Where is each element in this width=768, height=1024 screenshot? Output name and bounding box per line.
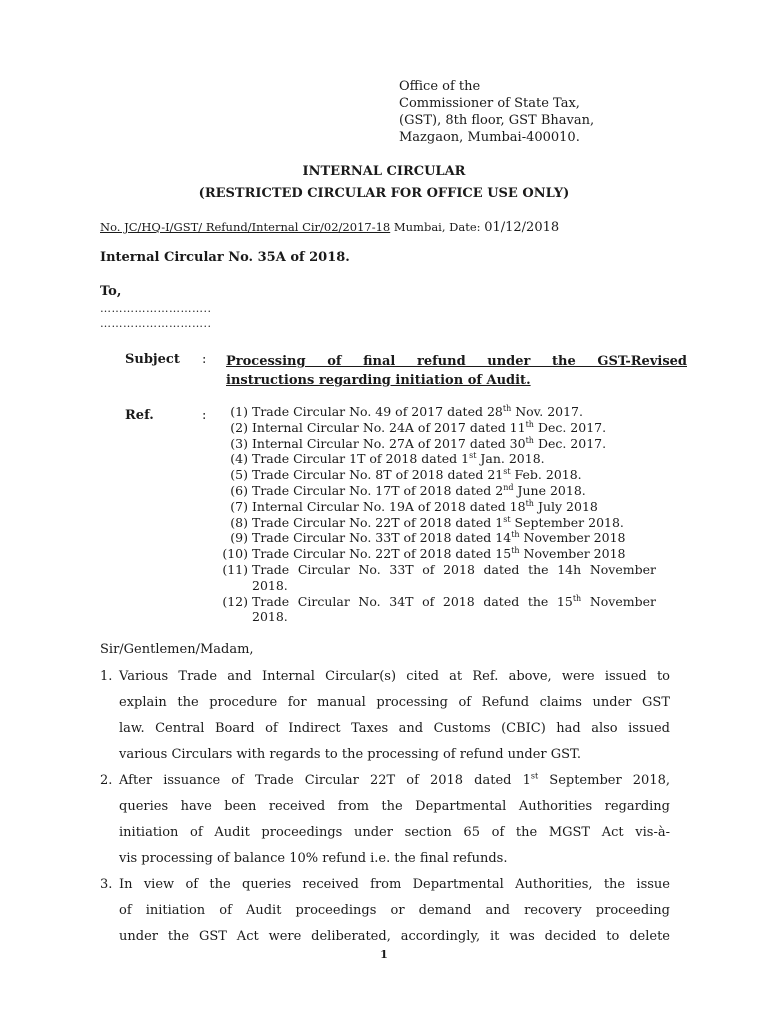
reference-sup: st <box>469 451 477 461</box>
reference-text <box>248 499 656 515</box>
reference-text-main: Trade Circular 1T of 2018 dated 1 <box>251 451 470 467</box>
paragraph-line: law. Central Board of Indirect Taxes and Customs (CBIC) had also issued <box>119 721 670 736</box>
reference-text-end: November 2018 <box>519 530 626 546</box>
reference-sup: nd <box>503 482 514 492</box>
reference-text-main: Trade Circular No. 49 of 2017 dated 28 <box>251 404 503 419</box>
reference-text-main: Internal Circular No. 24A of 2017 dated 11 <box>251 419 526 435</box>
reference-item <box>214 562 656 594</box>
reference-text-end: November 2018 <box>519 546 626 562</box>
reference-text-end: Nov. 2017. <box>511 404 583 419</box>
reference-index: (4) <box>230 451 248 467</box>
reference-text <box>248 546 656 562</box>
paragraph-item <box>100 768 670 872</box>
paragraph-line <box>119 768 670 794</box>
reference-sup: st <box>503 467 511 477</box>
paragraph-line: explain the procedure for manual processing of Refund claims under GST <box>119 695 670 710</box>
reference-item <box>214 467 656 483</box>
reference-index: (1) <box>230 404 248 419</box>
reference-index: (12) <box>222 593 248 609</box>
reference-item <box>214 483 656 499</box>
reference-text <box>248 467 656 483</box>
addressee-placeholder: ……………………….. <box>100 317 212 330</box>
paragraph-line: queries have been received from the Departmental Authorities regarding <box>119 799 670 814</box>
reference-text-end: Jan. 2018. <box>476 451 545 467</box>
reference-sup: th <box>525 419 534 429</box>
office-line: Office of the <box>399 79 481 94</box>
reference-item <box>214 404 656 420</box>
reference-text <box>248 562 656 594</box>
reference-index: (2) <box>230 419 248 435</box>
paragraph-number: 1. <box>100 669 113 684</box>
reference-item <box>214 436 656 452</box>
paragraph-number: 2. <box>100 773 113 788</box>
reference-text <box>248 515 656 531</box>
circular-title: INTERNAL CIRCULAR <box>302 164 466 179</box>
reference-sup: st <box>503 514 511 524</box>
office-line: Mazgaon, Mumbai-400010. <box>399 130 580 145</box>
reference-text-end: July 2018 <box>533 498 598 514</box>
ref-label: Ref. <box>125 408 154 423</box>
reference-index: (7) <box>230 498 248 514</box>
paragraph-line: various Circulars with regards to the processing of refund under GST. <box>119 747 581 762</box>
reference-text <box>248 594 656 626</box>
subject-line: Processing of final refund under the GST-Revised <box>226 354 687 369</box>
paragraph-text <box>119 768 670 872</box>
paragraph-line: In view of the queries received from Departmental Authorities, the issue <box>119 877 670 892</box>
paragraph-1 <box>100 664 670 768</box>
reference-item <box>214 499 656 515</box>
reference-sup: th <box>511 546 520 556</box>
ref-colon: : <box>202 408 207 423</box>
salutation: Sir/Gentlemen/Madam, <box>100 642 254 657</box>
reference-text-main: Trade Circular No. 33T of 2018 dated 14 <box>251 530 512 546</box>
reference-list <box>214 404 656 625</box>
reference-item <box>214 451 656 467</box>
paragraph-sup: st <box>530 771 539 781</box>
paragraph-line: under the GST Act were deliberated, accordingly, it was decided to delete <box>119 929 670 944</box>
office-line: (GST), 8th floor, GST Bhavan, <box>399 113 595 128</box>
reference-sup: th <box>572 593 582 603</box>
reference-item <box>214 530 656 546</box>
reference-sup: th <box>525 498 534 508</box>
reference-line <box>100 220 559 235</box>
reference-line: 2018. <box>252 609 288 625</box>
reference-item <box>214 515 656 531</box>
reference-line: Trade Circular No. 33T of 2018 dated the 14h November <box>252 561 656 577</box>
reference-index: (8) <box>230 514 248 530</box>
reference-text-main: Trade Circular No. 22T of 2018 dated 15 <box>251 546 512 562</box>
subject-colon: : <box>202 352 207 367</box>
reference-text <box>248 530 656 546</box>
paragraph-3 <box>100 872 670 950</box>
paragraph-line: of initiation of Audit proceedings or demand and recovery proceeding <box>119 903 670 918</box>
paragraph-text <box>119 872 670 950</box>
reference-index: (5) <box>230 467 248 483</box>
reference-text-end: June 2018. <box>513 482 586 498</box>
reference-sup: th <box>502 403 512 413</box>
reference-line: 2018. <box>252 577 288 593</box>
reference-number: No. JC/HQ-I/GST/ Refund/Internal Cir/02/2017-18 <box>100 220 391 234</box>
reference-index: (3) <box>230 435 248 451</box>
circular-subtitle: (RESTRICTED CIRCULAR FOR OFFICE USE ONLY) <box>198 186 570 201</box>
to-label: To, <box>100 284 122 299</box>
reference-text <box>248 420 656 436</box>
reference-text-main: Trade Circular No. 17T of 2018 dated 2 <box>251 482 504 498</box>
reference-text-end: Dec. 2017. <box>533 419 607 435</box>
reference-text <box>248 436 656 452</box>
paragraph-item <box>100 664 670 768</box>
page-number: 1 <box>380 948 388 961</box>
reference-item <box>214 420 656 436</box>
circular-date: 01/12/2018 <box>484 220 560 235</box>
reference-text-end: Dec. 2017. <box>533 435 607 451</box>
reference-text-main: Internal Circular No. 19A of 2018 dated 18 <box>251 498 526 514</box>
reference-text-end: November <box>581 593 656 609</box>
office-address <box>399 78 594 146</box>
office-line: Commissioner of State Tax, <box>399 96 580 111</box>
reference-text-main: Trade Circular No. 22T of 2018 dated 1 <box>251 514 504 530</box>
reference-text-main: Internal Circular No. 27A of 2017 dated 30 <box>251 435 526 451</box>
reference-item <box>214 594 656 626</box>
paragraph-2 <box>100 768 670 872</box>
reference-text-main: Trade Circular No. 34T of 2018 dated the 15 <box>252 593 573 609</box>
reference-text-end: September 2018. <box>510 514 624 530</box>
paragraph-text <box>119 664 670 768</box>
paragraph-line: Various Trade and Internal Circular(s) cited at Ref. above, were issued to <box>119 669 670 684</box>
reference-sup: th <box>525 435 534 445</box>
circular-number: Internal Circular No. 35A of 2018. <box>100 250 350 265</box>
reference-text-main: Trade Circular No. 8T of 2018 dated 21 <box>251 467 504 483</box>
reference-line <box>252 594 656 610</box>
place-date-label: Mumbai, Date: <box>390 220 485 234</box>
paragraph-text-main: After issuance of Trade Circular 22T of 2018 dated 1 <box>119 773 531 788</box>
reference-text <box>248 483 656 499</box>
addressee-placeholder: ……………………….. <box>100 302 212 315</box>
subject-label: Subject <box>125 352 180 367</box>
subject-line: instructions regarding initiation of Audit. <box>226 373 531 388</box>
paragraph-item <box>100 872 670 950</box>
reference-text <box>248 451 656 467</box>
reference-text <box>248 404 656 420</box>
paragraph-number: 3. <box>100 877 113 892</box>
paragraph-line: initiation of Audit proceedings under section 65 of the MGST Act vis-à- <box>119 825 670 840</box>
paragraph-line: vis processing of balance 10% refund i.e. the final refunds. <box>119 851 508 866</box>
reference-sup: th <box>511 530 520 540</box>
reference-index: (9) <box>230 530 248 546</box>
subject-text <box>226 352 687 390</box>
reference-index: (6) <box>230 482 248 498</box>
paragraph-text-end: September 2018, <box>538 773 670 788</box>
reference-index: (11) <box>222 561 248 577</box>
reference-index: (10) <box>222 546 248 562</box>
reference-item <box>214 546 656 562</box>
reference-text-end: Feb. 2018. <box>510 467 582 483</box>
